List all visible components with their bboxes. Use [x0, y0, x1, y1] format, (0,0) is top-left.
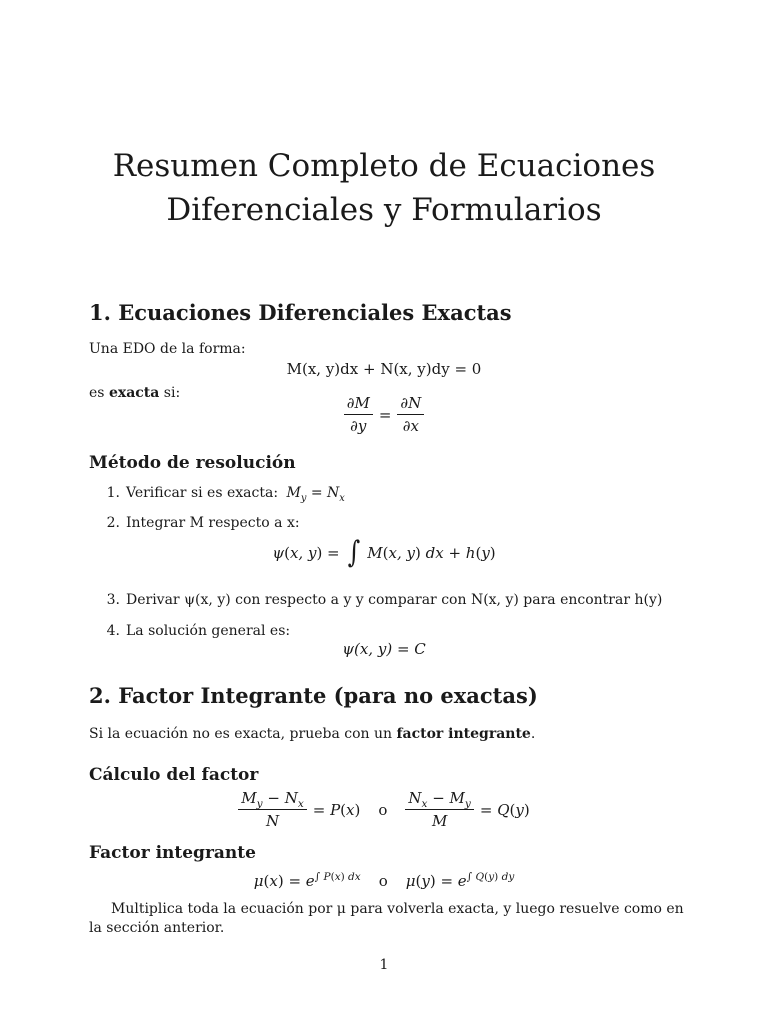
step-2: 2. Integrar M respecto a x:	[106, 515, 300, 531]
document-title	[0, 144, 768, 232]
factor-calc-heading: Cálculo del factor	[89, 765, 259, 785]
exactness-condition-equation: $\frac{\partial M}{\partial y}$ = $\frac{\partial N}{\partial x}$	[284, 394, 484, 435]
integrating-factor-equation: $\mu(x) = e^{\int P(x) dx}$ o $\mu(y) = e^{\int Q(y) dy}$	[253, 871, 515, 890]
title-line-1: Resumen Completo de Ecuaciones	[112, 148, 656, 184]
step-1: 1. Verificar si es exacta: $M_y = N_x$	[106, 485, 345, 504]
title-line-2: Diferenciales y Formularios	[166, 192, 602, 228]
method-heading: Método de resolución	[89, 453, 296, 473]
potential-integral-equation: ψ(x, y) = ∫ M(x, y) dx + h(y)	[272, 535, 496, 570]
exact-term: exacta	[108, 385, 160, 401]
section-2-intro: Si la ecuación no es exacta, prueba con un factor integrante.	[89, 726, 536, 742]
step-3: 3. Derivar ψ(x, y) con respecto a y y comparar con N(x, y) para encontrar h(y)	[106, 592, 663, 608]
equation-form: M(x, y)dx + N(x, y)dy = 0	[286, 360, 482, 378]
closing-paragraph: Multiplica toda la ecuación por μ para volverla exacta, y luego resuelve como en la sección anterior.	[89, 901, 684, 936]
integrating-factor-term: factor integrante	[396, 726, 531, 742]
section-2-heading: 2. Factor Integrante (para no exactas)	[89, 683, 538, 708]
factor-calc-equation: $\frac{M_y - N_x}{N}$ = P(x) o $\frac{N_x - M_y}{M}$ = Q(y)	[184, 789, 584, 830]
step-4: 4. La solución general es:	[106, 623, 291, 639]
integrating-factor-heading: Factor integrante	[89, 843, 256, 863]
exact-condition-text: es exacta si:	[89, 385, 181, 401]
page-number: 1	[379, 957, 389, 973]
section-1-intro: Una EDO de la forma:	[89, 341, 246, 357]
general-solution: ψ(x, y) = C	[342, 640, 426, 658]
section-1-heading: 1. Ecuaciones Diferenciales Exactas	[89, 300, 512, 325]
